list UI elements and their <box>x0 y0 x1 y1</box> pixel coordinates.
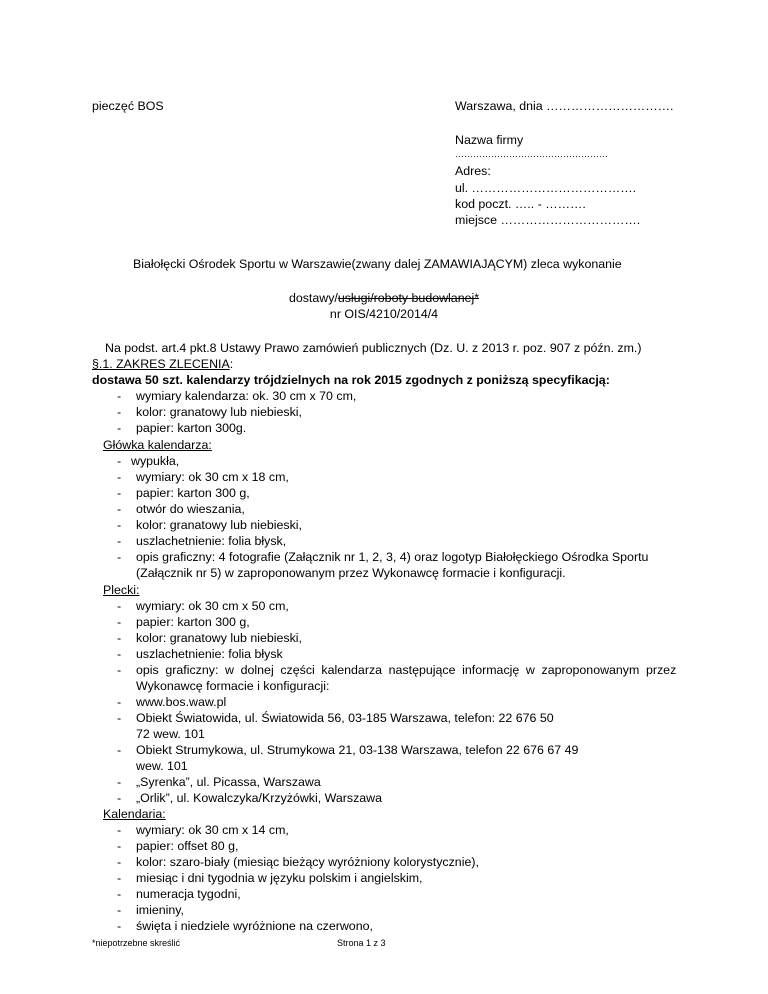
stamp-label: pieczęć BOS <box>92 99 164 113</box>
head-item: wypukła, <box>131 454 180 468</box>
order-type <box>0 290 768 306</box>
back-orlik: „Orlik”, ul. Kowalczyka/Krzyżówki, Warszawa <box>136 791 383 805</box>
back-section-title: Plecki: <box>103 583 140 597</box>
back-object1-line2: 72 wew. 101 <box>136 727 205 741</box>
section-title-colon: : <box>229 357 234 371</box>
head-item: uszlachetnienie: folia błysk, <box>136 534 287 548</box>
order-number: nr OIS/4210/2014/4 <box>329 307 439 321</box>
footnote: *niepotrzebne skreślić <box>92 938 181 948</box>
city-date: Warszawa, dnia …………………………. <box>455 99 674 113</box>
section-title-text: §.1. ZAKRES ZLECENIA <box>92 357 230 371</box>
place-field: miejsce ……………………………. <box>455 213 641 227</box>
cal-section-title: Kalendaria: <box>103 807 166 821</box>
back-syrenka: „Syrenka”, ul. Picassa, Warszawa <box>136 775 321 789</box>
head-item: wymiary: ok 30 cm x 18 cm, <box>136 470 289 484</box>
street-field: ul. …………………………………. <box>455 181 637 195</box>
intro-text: Białołęcki Ośrodek Sportu w Warszawie(zwany dalej ZAMAWIAJĄCYM) zleca wykonanie <box>133 257 622 271</box>
head-graphic-line2: (Załącznik nr 5) w zaproponowanym przez Wykonawcę formacie i konfiguracji. <box>136 566 566 580</box>
head-item: papier: karton 300 g, <box>136 486 250 500</box>
cal-item: papier: offset 80 g, <box>136 839 239 853</box>
back-item: papier: karton 300 g, <box>136 615 250 629</box>
order-type-struck: usługi/roboty budowlanej* <box>337 291 480 305</box>
cal-item: święta i niedziele wyróżnione na czerwono, <box>136 919 373 933</box>
back-object2-line1: Obiekt Strumykowa, ul. Strumykowa 21, 03-138 Warszawa, telefon 22 676 67 49 <box>136 743 579 757</box>
general-item: wymiary kalendarza: ok. 30 cm x 70 cm, <box>136 389 357 403</box>
cal-item: kolor: szaro-biały (miesiąc bieżący wyróżniony kolorystycznie), <box>136 855 479 869</box>
back-item: wymiary: ok 30 cm x 50 cm, <box>136 599 289 613</box>
head-section-title: Główka kalendarza: <box>103 438 212 452</box>
main-heading: dostawa 50 szt. kalendarzy trójdzielnych na rok 2015 zgodnych z poniższą specyfikacją: <box>92 373 610 387</box>
postal-field: kod poczt. ….. - ………. <box>455 197 586 211</box>
cal-item: wymiary: ok 30 cm x 14 cm, <box>136 823 289 837</box>
head-item: kolor: granatowy lub niebieski, <box>136 518 302 532</box>
back-object2-line2: wew. 101 <box>136 759 188 773</box>
cal-item: miesiąc i dni tygodnia w języku polskim i angielskim, <box>136 871 423 885</box>
cal-item: numeracja tygodni, <box>136 887 241 901</box>
cal-item: imieniny, <box>136 903 184 917</box>
address-label: Adres: <box>455 164 491 178</box>
back-item: kolor: granatowy lub niebieski, <box>136 631 302 645</box>
back-graphic-line1: opis graficzny: w dolnej części kalendarza następujące informację w zaproponowanym przez <box>136 663 677 677</box>
legal-basis: Na podst. art.4 pkt.8 Ustawy Prawo zamówień publicznych (Dz. U. z 2013 r. poz. 907 z późn. zm.) <box>105 341 642 355</box>
head-graphic-line1: opis graficzny: 4 fotografie (Załącznik nr 1, 2, 3, 4) oraz logotyp Białołęckiego Ośrodka Sportu <box>136 550 649 564</box>
head-item: otwór do wieszania, <box>136 502 245 516</box>
page-number: Strona 1 z 3 <box>337 938 386 948</box>
company-label: Nazwa firmy <box>455 133 524 147</box>
back-item: uszlachetnienie: folia błysk <box>136 647 283 661</box>
back-object1-line1: Obiekt Światowida, ul. Światowida 56, 03-185 Warszawa, telefon: 22 676 50 <box>136 711 554 725</box>
back-graphic-line2: Wykonawcę formacie i konfiguracji: <box>136 679 330 693</box>
section-title <box>92 356 233 372</box>
back-website: www.bos.waw.pl <box>136 695 227 709</box>
order-type-normal: dostawy/ <box>288 291 338 305</box>
general-item: kolor: granatowy lub niebieski, <box>136 405 302 419</box>
company-dots: …………………………………………… <box>455 149 608 159</box>
general-item: papier: karton 300g. <box>136 421 247 435</box>
